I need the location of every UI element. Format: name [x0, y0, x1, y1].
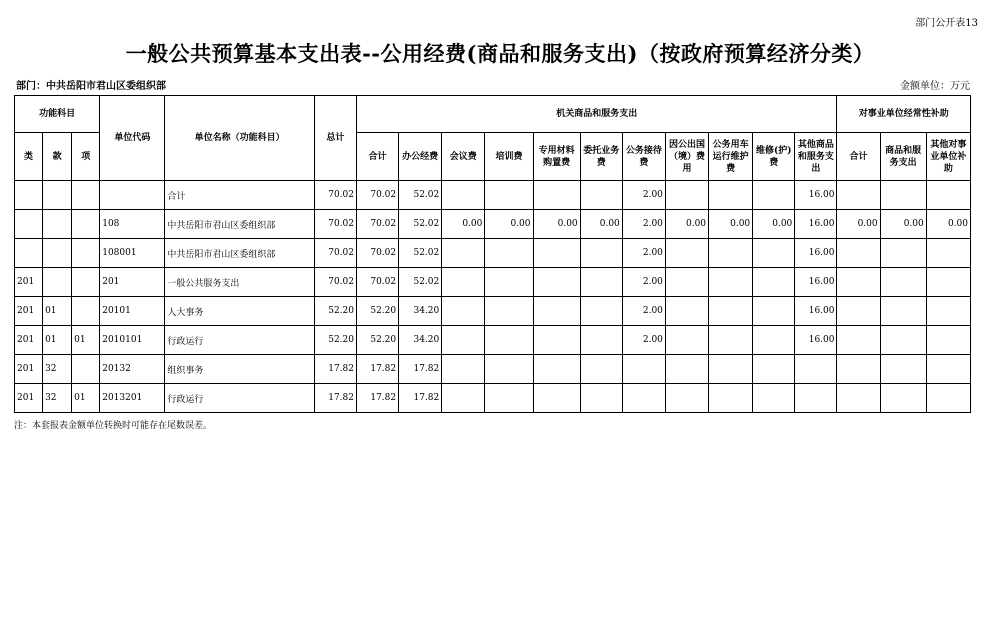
cell-amount	[533, 326, 580, 355]
cell-amount	[533, 355, 580, 384]
cell-amount	[753, 326, 795, 355]
header-agency-col: 公务用车运行维护费	[709, 133, 753, 181]
cell-amount	[485, 384, 533, 413]
cell-amount: 34.20	[399, 326, 442, 355]
cell-amount	[485, 268, 533, 297]
cell-amount	[795, 384, 837, 413]
cell-amount	[837, 355, 880, 384]
header-lei: 类	[15, 133, 43, 181]
cell-lei: 201	[15, 326, 43, 355]
cell-amount	[485, 355, 533, 384]
table-row	[15, 239, 971, 268]
table-body	[15, 181, 971, 413]
cell-amount: 52.20	[314, 326, 356, 355]
cell-amount	[580, 181, 622, 210]
cell-amount: 70.02	[357, 181, 399, 210]
cell-amount	[880, 239, 926, 268]
cell-amount: 70.02	[357, 239, 399, 268]
cell-amount	[753, 384, 795, 413]
cell-amount	[622, 355, 665, 384]
header-subsidy-col: 合计	[837, 133, 880, 181]
cell-amount	[709, 297, 753, 326]
cell-amount: 52.20	[357, 326, 399, 355]
cell-lei	[15, 239, 43, 268]
cell-unit-name: 中共岳阳市君山区委组织部	[165, 210, 314, 239]
cell-unit-code: 2010101	[100, 326, 165, 355]
cell-amount: 2.00	[622, 326, 665, 355]
cell-unit-code: 108	[100, 210, 165, 239]
cell-amount	[926, 355, 970, 384]
cell-amount	[753, 355, 795, 384]
cell-amount: 17.82	[314, 384, 356, 413]
cell-amount	[837, 239, 880, 268]
header-agency-col: 专用材料购置费	[533, 133, 580, 181]
cell-amount: 17.82	[399, 355, 442, 384]
cell-amount	[580, 355, 622, 384]
cell-amount: 0.00	[709, 210, 753, 239]
amount-unit-label: 金额单位：万元	[900, 81, 970, 92]
cell-amount: 0.00	[485, 210, 533, 239]
cell-kuan	[43, 268, 72, 297]
cell-unit-name: 组织事务	[165, 355, 314, 384]
cell-amount	[533, 239, 580, 268]
cell-amount	[880, 355, 926, 384]
header-agency-col: 办公经费	[399, 133, 442, 181]
cell-kuan: 32	[43, 355, 72, 384]
cell-kuan: 01	[43, 297, 72, 326]
cell-amount: 16.00	[795, 181, 837, 210]
cell-amount	[665, 181, 708, 210]
cell-amount	[837, 297, 880, 326]
cell-unit-code: 201	[100, 268, 165, 297]
header-subsidy-col: 其他对事业单位补助	[926, 133, 970, 181]
cell-amount	[533, 384, 580, 413]
cell-amount: 17.82	[357, 355, 399, 384]
cell-amount	[837, 326, 880, 355]
cell-amount: 16.00	[795, 268, 837, 297]
header-agency-col: 会议费	[442, 133, 485, 181]
cell-amount	[795, 355, 837, 384]
cell-amount	[580, 268, 622, 297]
cell-amount	[533, 297, 580, 326]
cell-kuan	[43, 210, 72, 239]
header-agency-col: 维修(护)费	[753, 133, 795, 181]
table-row	[15, 297, 971, 326]
cell-amount	[665, 355, 708, 384]
cell-amount	[880, 268, 926, 297]
cell-amount	[709, 181, 753, 210]
cell-amount: 2.00	[622, 268, 665, 297]
cell-unit-name: 一般公共服务支出	[165, 268, 314, 297]
cell-amount	[837, 384, 880, 413]
cell-amount: 2.00	[622, 297, 665, 326]
cell-amount	[837, 268, 880, 297]
cell-unit-name: 合计	[165, 181, 314, 210]
header-agency-group: 机关商品和服务支出	[357, 96, 837, 133]
table-row	[15, 355, 971, 384]
cell-amount	[533, 268, 580, 297]
cell-amount	[485, 239, 533, 268]
cell-unit-code	[100, 181, 165, 210]
cell-amount: 52.02	[399, 268, 442, 297]
cell-xiang: 01	[72, 384, 100, 413]
cell-amount: 2.00	[622, 181, 665, 210]
cell-amount	[665, 384, 708, 413]
cell-unit-name: 人大事务	[165, 297, 314, 326]
header-unit-name: 单位名称（功能科目）	[165, 96, 314, 181]
cell-amount	[622, 384, 665, 413]
header-agency-col: 培训费	[485, 133, 533, 181]
cell-amount	[485, 181, 533, 210]
cell-amount: 70.02	[357, 268, 399, 297]
cell-unit-name: 行政运行	[165, 384, 314, 413]
cell-kuan: 32	[43, 384, 72, 413]
table-row	[15, 181, 971, 210]
cell-amount	[880, 384, 926, 413]
cell-amount: 52.02	[399, 210, 442, 239]
cell-amount: 16.00	[795, 326, 837, 355]
header-kuan: 款	[43, 133, 72, 181]
cell-unit-name: 行政运行	[165, 326, 314, 355]
cell-amount: 52.02	[399, 239, 442, 268]
cell-unit-name: 中共岳阳市君山区委组织部	[165, 239, 314, 268]
header-xiang: 项	[72, 133, 100, 181]
cell-amount: 70.02	[314, 268, 356, 297]
cell-amount	[753, 181, 795, 210]
table-row	[15, 384, 971, 413]
cell-amount	[442, 355, 485, 384]
header-agency-col: 其他商品和服务支出	[795, 133, 837, 181]
cell-kuan	[43, 181, 72, 210]
cell-lei: 201	[15, 355, 43, 384]
cell-amount	[665, 297, 708, 326]
cell-xiang	[72, 297, 100, 326]
cell-amount: 0.00	[533, 210, 580, 239]
cell-amount	[580, 326, 622, 355]
cell-amount: 16.00	[795, 239, 837, 268]
table-row	[15, 326, 971, 355]
cell-lei	[15, 210, 43, 239]
cell-amount: 52.20	[357, 297, 399, 326]
cell-amount: 34.20	[399, 297, 442, 326]
cell-amount: 17.82	[357, 384, 399, 413]
cell-amount	[926, 297, 970, 326]
cell-amount	[442, 268, 485, 297]
cell-amount	[442, 181, 485, 210]
cell-amount	[926, 384, 970, 413]
cell-amount: 2.00	[622, 210, 665, 239]
cell-amount	[442, 326, 485, 355]
cell-amount	[709, 268, 753, 297]
cell-amount: 70.02	[314, 181, 356, 210]
cell-amount	[442, 297, 485, 326]
header-unit-code: 单位代码	[100, 96, 165, 181]
cell-amount: 70.02	[357, 210, 399, 239]
cell-amount	[926, 268, 970, 297]
cell-lei	[15, 181, 43, 210]
cell-amount	[580, 297, 622, 326]
cell-amount	[880, 326, 926, 355]
cell-amount: 2.00	[622, 239, 665, 268]
cell-unit-code: 20132	[100, 355, 165, 384]
cell-amount	[442, 239, 485, 268]
cell-amount	[880, 181, 926, 210]
header-func-subject: 功能科目	[15, 96, 100, 133]
budget-table	[14, 95, 971, 413]
department-label: 部门：中共岳阳市君山区委组织部	[16, 81, 166, 92]
cell-amount	[485, 297, 533, 326]
cell-amount: 52.20	[314, 297, 356, 326]
cell-lei: 201	[15, 268, 43, 297]
cell-kuan	[43, 239, 72, 268]
cell-xiang	[72, 355, 100, 384]
cell-amount	[926, 326, 970, 355]
cell-amount	[485, 326, 533, 355]
header-subsidy-group: 对事业单位经常性补助	[837, 96, 971, 133]
cell-amount: 0.00	[580, 210, 622, 239]
cell-xiang: 01	[72, 326, 100, 355]
cell-amount	[753, 239, 795, 268]
cell-amount	[926, 181, 970, 210]
cell-amount	[665, 268, 708, 297]
cell-unit-code: 20101	[100, 297, 165, 326]
form-id: 部门公开表13	[915, 18, 978, 29]
cell-amount: 70.02	[314, 239, 356, 268]
page-title: 一般公共预算基本支出表--公用经费(商品和服务支出)（按政府预算经济分类）	[125, 41, 875, 66]
cell-unit-code: 108001	[100, 239, 165, 268]
cell-unit-code: 2013201	[100, 384, 165, 413]
cell-amount	[709, 239, 753, 268]
cell-amount: 16.00	[795, 210, 837, 239]
cell-amount	[880, 297, 926, 326]
cell-amount	[709, 326, 753, 355]
cell-kuan: 01	[43, 326, 72, 355]
cell-xiang	[72, 268, 100, 297]
header-agency-col: 合计	[357, 133, 399, 181]
cell-amount	[665, 326, 708, 355]
cell-amount	[580, 384, 622, 413]
cell-amount	[442, 384, 485, 413]
cell-amount	[580, 239, 622, 268]
cell-amount: 70.02	[314, 210, 356, 239]
table-row	[15, 210, 971, 239]
cell-xiang	[72, 210, 100, 239]
cell-amount: 16.00	[795, 297, 837, 326]
cell-lei: 201	[15, 384, 43, 413]
header-agency-col: 因公出国（境）费用	[665, 133, 708, 181]
cell-amount	[753, 268, 795, 297]
cell-amount: 0.00	[837, 210, 880, 239]
header-subsidy-col: 商品和服务支出	[880, 133, 926, 181]
header-total: 总计	[314, 96, 356, 181]
cell-amount	[709, 384, 753, 413]
cell-amount: 0.00	[880, 210, 926, 239]
cell-amount	[709, 355, 753, 384]
header-agency-col: 委托业务费	[580, 133, 622, 181]
cell-amount	[926, 239, 970, 268]
cell-xiang	[72, 181, 100, 210]
cell-lei: 201	[15, 297, 43, 326]
cell-amount: 0.00	[665, 210, 708, 239]
header-agency-col: 公务接待费	[622, 133, 665, 181]
footer-note: 注：本套报表金额单位转换时可能存在尾数误差。	[14, 421, 213, 431]
cell-amount: 52.02	[399, 181, 442, 210]
cell-amount	[533, 181, 580, 210]
cell-amount: 0.00	[926, 210, 970, 239]
cell-amount	[753, 297, 795, 326]
cell-amount	[837, 181, 880, 210]
cell-amount: 0.00	[442, 210, 485, 239]
cell-amount: 17.82	[314, 355, 356, 384]
table-row	[15, 268, 971, 297]
cell-amount	[665, 239, 708, 268]
cell-amount: 0.00	[753, 210, 795, 239]
cell-xiang	[72, 239, 100, 268]
cell-amount: 17.82	[399, 384, 442, 413]
